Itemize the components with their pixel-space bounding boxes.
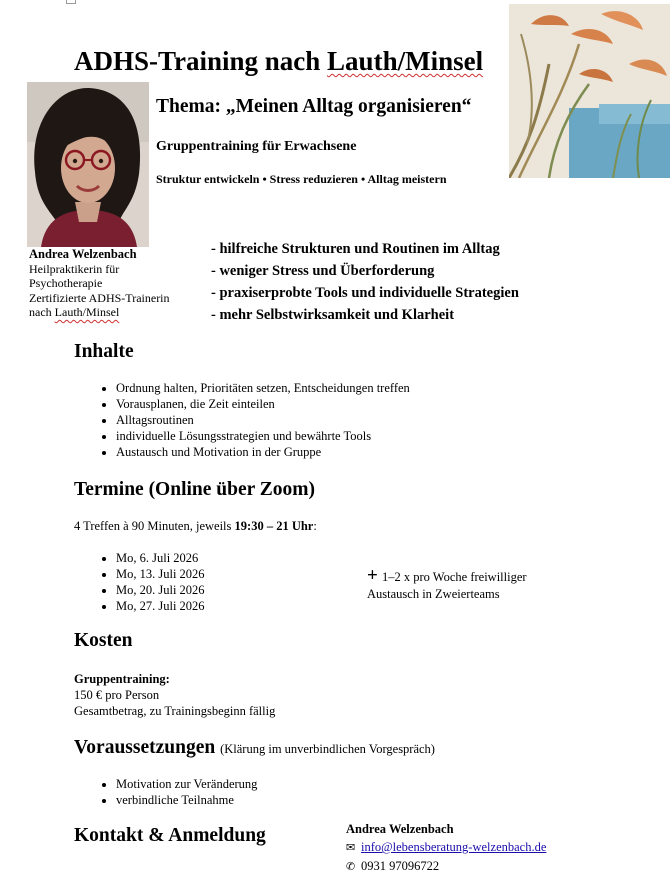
author-name: Andrea Welzenbach [29,247,137,261]
list-item: • Motivation zur Veränderung [116,776,257,792]
list-item: • Vorausplanen, die Zeit einteilen [116,396,410,412]
title-authors: Lauth/Minsel [327,46,484,76]
voraussetzungen-title: Voraussetzungen [74,737,216,758]
page-title [74,46,483,77]
inhalte-list [74,380,410,460]
list-item: • Austausch und Motivation in der Gruppe [116,444,410,460]
voraussetzungen-note: (Klärung im unverbindlichen Vorgespräch) [220,742,435,756]
list-item: • individuelle Lösungsstrategien und bewährte Tools [116,428,410,444]
date-item: • Mo, 13. Juli 2026 [116,566,205,582]
author-portrait [27,82,149,247]
date-item: • Mo, 27. Juli 2026 [116,598,205,614]
section-heading-kontakt: Kontakt & Anmeldung [74,825,266,846]
termine-intro [74,518,317,534]
author-caption [29,247,204,320]
author-line: Heilpraktikerin für [29,261,120,276]
section-heading-termine: Termine (Online über Zoom) [74,479,316,500]
list-item: • Ordnung halten, Prioritäten setzen, Entscheidungen treffen [116,380,410,396]
contact-email-row [346,838,546,857]
phone-icon: ✆ [346,860,356,873]
benefit-item: - mehr Selbstwirksamkeit und Klarheit [211,307,455,323]
benefit-item: - praxiserprobte Tools und individuelle Strategien [211,285,519,301]
text-boundary-mark [66,0,76,4]
benefit-item: - hilfreiche Strukturen und Routinen im Alltag [211,241,500,257]
termine-dates-list [74,550,205,614]
decorative-painting [509,4,670,178]
section-heading-voraussetzungen [74,737,435,759]
date-item: • Mo, 6. Juli 2026 [116,550,205,566]
topic-heading: Thema: „Meinen Alltag organisieren“ [156,96,472,117]
benefit-item: - weniger Stress und Überforderung [211,263,435,279]
author-line-prefix: nach [29,305,55,319]
contact-name: Andrea Welzenbach [346,822,454,836]
envelope-icon: ✉ [346,841,356,854]
author-line [29,305,204,320]
tagline: Struktur entwickeln • Stress reduzieren • Alltag meistern [156,172,447,186]
list-item: • Alltagsroutinen [116,412,410,428]
section-heading-inhalte: Inhalte [74,341,134,362]
termine-time: 19:30 – 21 Uhr [234,519,314,533]
plus-icon: + [367,565,378,586]
extra-line-1: 1–2 x pro Woche freiwilliger [382,570,527,584]
contact-phone-row [346,857,546,876]
extra-line-2: Austausch in Zweierteams [367,587,500,601]
date-item: • Mo, 20. Juli 2026 [116,582,205,598]
title-text: ADHS-Training nach [74,46,328,76]
phone-number: 0931 97096722 [361,859,440,873]
section-heading-kosten: Kosten [74,630,133,651]
voraussetzungen-list [74,776,257,808]
kosten-price: 150 € pro Person [74,688,160,702]
list-item: • verbindliche Teilnahme [116,792,257,808]
extra-exchange-note [367,565,527,603]
termine-intro-suffix: : [313,519,317,533]
email-link[interactable]: info@lebensberatung-welzenbach.de [361,840,547,854]
contact-block [346,820,546,876]
subtitle: Gruppentraining für Erwachsene [156,139,357,154]
author-line: Psychotherapie [29,276,103,290]
kosten-details [74,671,275,719]
author-line-authors: Lauth/Minsel [54,305,120,319]
kosten-label: Gruppentraining: [74,672,170,686]
kosten-note: Gesamtbetrag, zu Trainingsbeginn fällig [74,704,276,718]
benefits-list [211,238,519,326]
termine-intro-text: 4 Treffen à 90 Minuten, jeweils [74,519,235,533]
author-line: Zertifizierte ADHS-Trainerin [29,290,170,305]
